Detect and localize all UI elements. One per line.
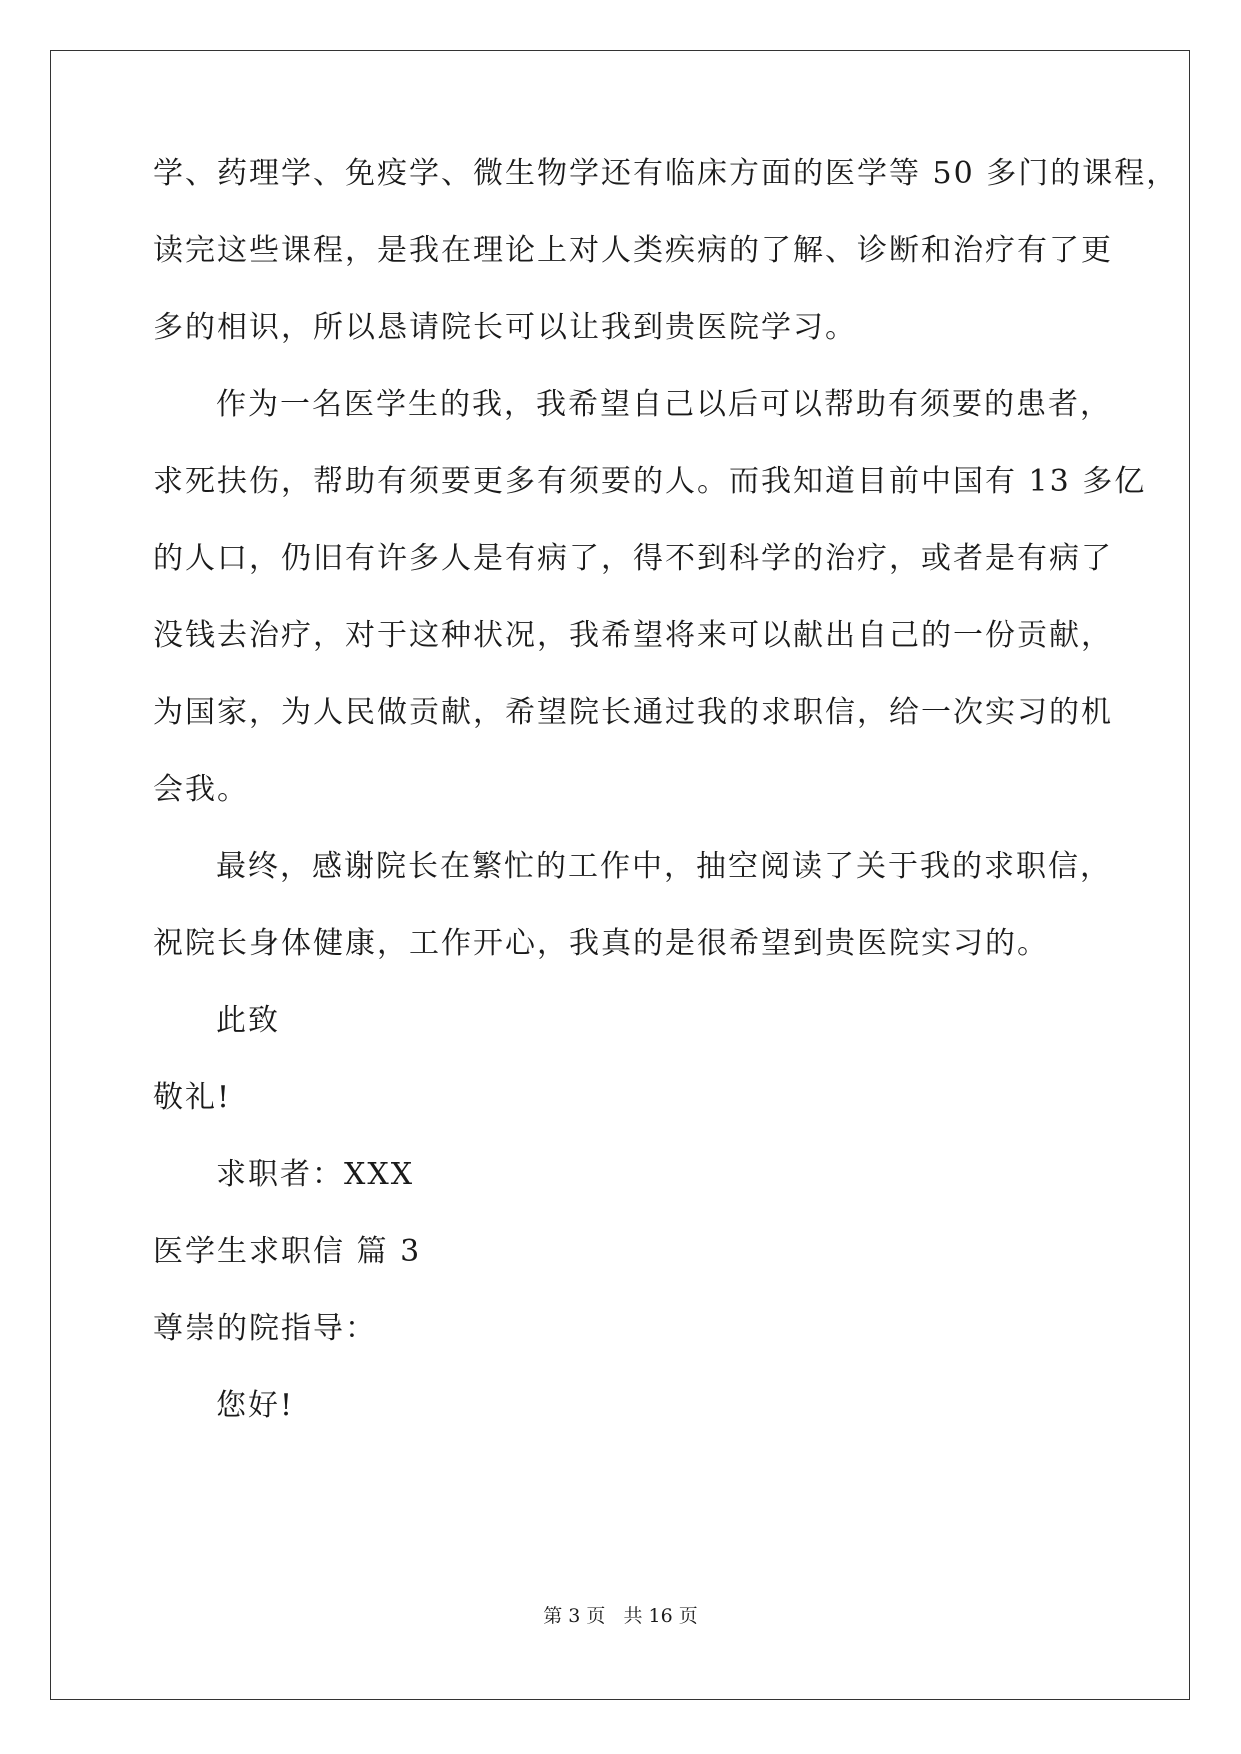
- body-line-3: 多的相识，所以恳请院长可以让我到贵医院学习。: [153, 310, 857, 345]
- closing-salutation: 此致: [216, 1003, 280, 1038]
- body-line-6: 的人口，仍旧有许多人是有病了，得不到科学的治疗，或者是有病了: [153, 541, 1113, 576]
- body-line-4: 作为一名医学生的我，我希望自己以后可以帮助有须要的患者，: [216, 387, 1112, 422]
- body-line-5: 求死扶伤，帮助有须要更多有须要的人。而我知道目前中国有 13 多亿: [153, 464, 1147, 499]
- body-line-9: 会我。: [153, 772, 249, 807]
- page-number-footer: 第 3 页 共 16 页: [543, 1605, 698, 1627]
- body-line-7: 没钱去治疗，对于这种状况，我希望将来可以献出自己的一份贡献，: [153, 618, 1113, 653]
- closing-regards: 敬礼!: [153, 1080, 232, 1115]
- body-line-10: 最终，感谢院长在繁忙的工作中，抽空阅读了关于我的求职信，: [216, 849, 1112, 884]
- body-line-2: 读完这些课程，是我在理论上对人类疾病的了解、诊断和治疗有了更: [153, 233, 1113, 268]
- body-line-11: 祝院长身体健康，工作开心，我真的是很希望到贵医院实习的。: [153, 926, 1049, 961]
- body-line-8: 为国家，为人民做贡献，希望院长通过我的求职信，给一次实习的机: [153, 695, 1113, 730]
- letter-greeting: 您好!: [216, 1388, 295, 1423]
- applicant-signature: 求职者：XXX: [216, 1157, 415, 1192]
- body-line-1: 学、药理学、免疫学、微生物学还有临床方面的医学等 50 多门的课程，: [153, 156, 1179, 191]
- letter-addressee: 尊崇的院指导：: [153, 1311, 377, 1346]
- section-heading: 医学生求职信 篇 3: [153, 1234, 422, 1269]
